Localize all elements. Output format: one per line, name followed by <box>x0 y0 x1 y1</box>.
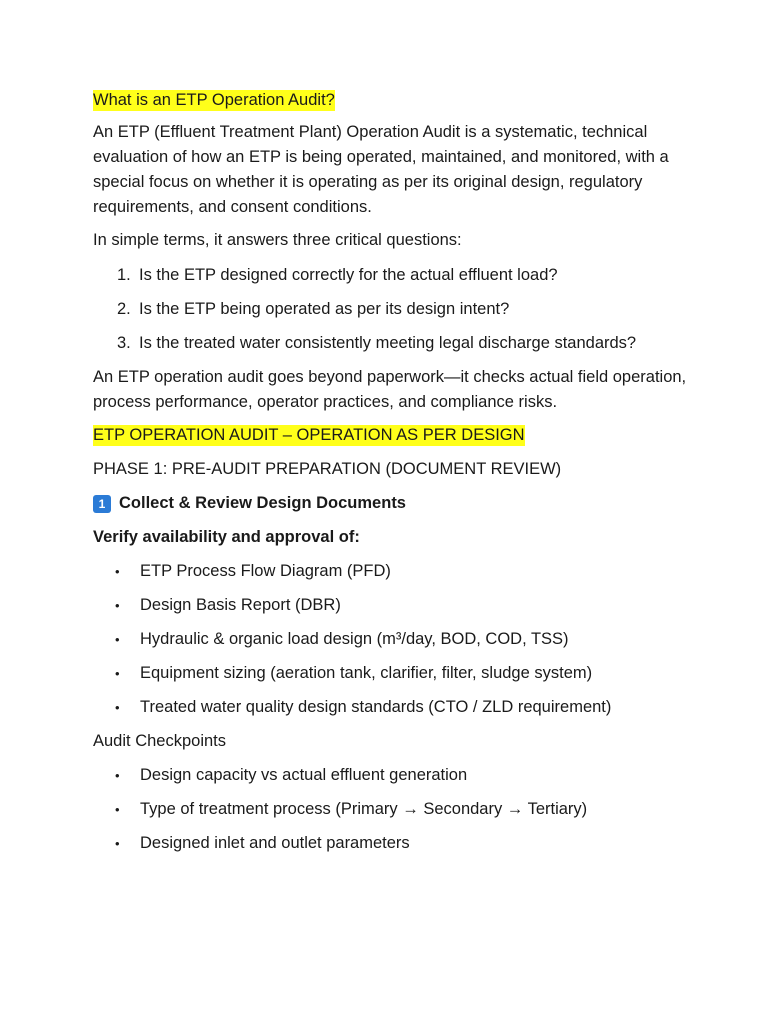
section-heading-highlight: ETP OPERATION AUDIT – OPERATION AS PER DESIGN <box>93 426 525 444</box>
list-item-text: Design capacity vs actual effluent generation <box>140 766 468 784</box>
question-number: 3. <box>117 334 131 352</box>
questions-list <box>93 263 693 356</box>
list-item-text: Equipment sizing (aeration tank, clarifier, filter, sludge system) <box>140 664 593 682</box>
bullet-icon: • <box>115 802 120 817</box>
bullet-icon: • <box>115 598 120 613</box>
list-item <box>115 661 693 686</box>
question-item <box>117 331 693 356</box>
bullet-icon: • <box>115 836 120 851</box>
phase-heading: PHASE 1: PRE-AUDIT PREPARATION (DOCUMENT REVIEW) <box>93 460 562 478</box>
list-item-text: Treated water quality design standards (CTO / ZLD requirement) <box>140 698 612 716</box>
document-page <box>93 88 693 865</box>
question-text: Is the ETP being operated as per its design intent? <box>139 300 510 318</box>
list-item <box>115 831 693 856</box>
question-item <box>117 263 693 288</box>
list-item <box>115 593 693 618</box>
list-item <box>115 763 693 788</box>
question-number: 1. <box>117 266 131 284</box>
bullet-icon: • <box>115 666 120 681</box>
question-text: Is the treated water consistently meeting legal discharge standards? <box>139 334 637 352</box>
checkpoints-heading: Audit Checkpoints <box>93 732 226 750</box>
list-item-text: Designed inlet and outlet parameters <box>140 834 410 852</box>
title-highlight: What is an ETP Operation Audit? <box>93 91 335 109</box>
verify-list <box>93 559 693 720</box>
list-item <box>115 559 693 584</box>
bullet-icon: • <box>115 768 120 783</box>
document-title <box>93 88 693 113</box>
question-text: Is the ETP designed correctly for the actual effluent load? <box>139 266 558 284</box>
intro-paragraph: An ETP (Effluent Treatment Plant) Operation Audit is a systematic, technical evaluation of how an ETP is being operated, maintained, and monitored, with a special focus on whether it is operating as per its original design, regulatory requirements, and consent conditions. <box>93 123 669 216</box>
question-number: 2. <box>117 300 131 318</box>
question-item <box>117 297 693 322</box>
bullet-icon: • <box>115 632 120 647</box>
list-item <box>115 627 693 652</box>
list-item-text: Type of treatment process (Primary → Secondary → Tertiary) <box>140 800 588 818</box>
questions-intro: In simple terms, it answers three critical questions: <box>93 231 462 249</box>
list-item-text: Design Basis Report (DBR) <box>140 596 341 614</box>
list-item <box>115 695 693 720</box>
beyond-paragraph: An ETP operation audit goes beyond paperwork—it checks actual field operation, process performance, operator practices, and compliance risks. <box>93 368 687 411</box>
list-item-text: ETP Process Flow Diagram (PFD) <box>140 562 391 580</box>
verify-heading: Verify availability and approval of: <box>93 528 360 546</box>
section-heading <box>93 423 693 448</box>
step-label: Collect & Review Design Documents <box>119 494 406 512</box>
list-item <box>115 797 693 822</box>
keycap-one-icon: 1 <box>93 495 111 513</box>
checkpoints-list <box>93 763 693 856</box>
list-item-text: Hydraulic & organic load design (m³/day, BOD, COD, TSS) <box>140 630 569 648</box>
bullet-icon: • <box>115 564 120 579</box>
bullet-icon: • <box>115 700 120 715</box>
step-heading <box>93 491 693 516</box>
